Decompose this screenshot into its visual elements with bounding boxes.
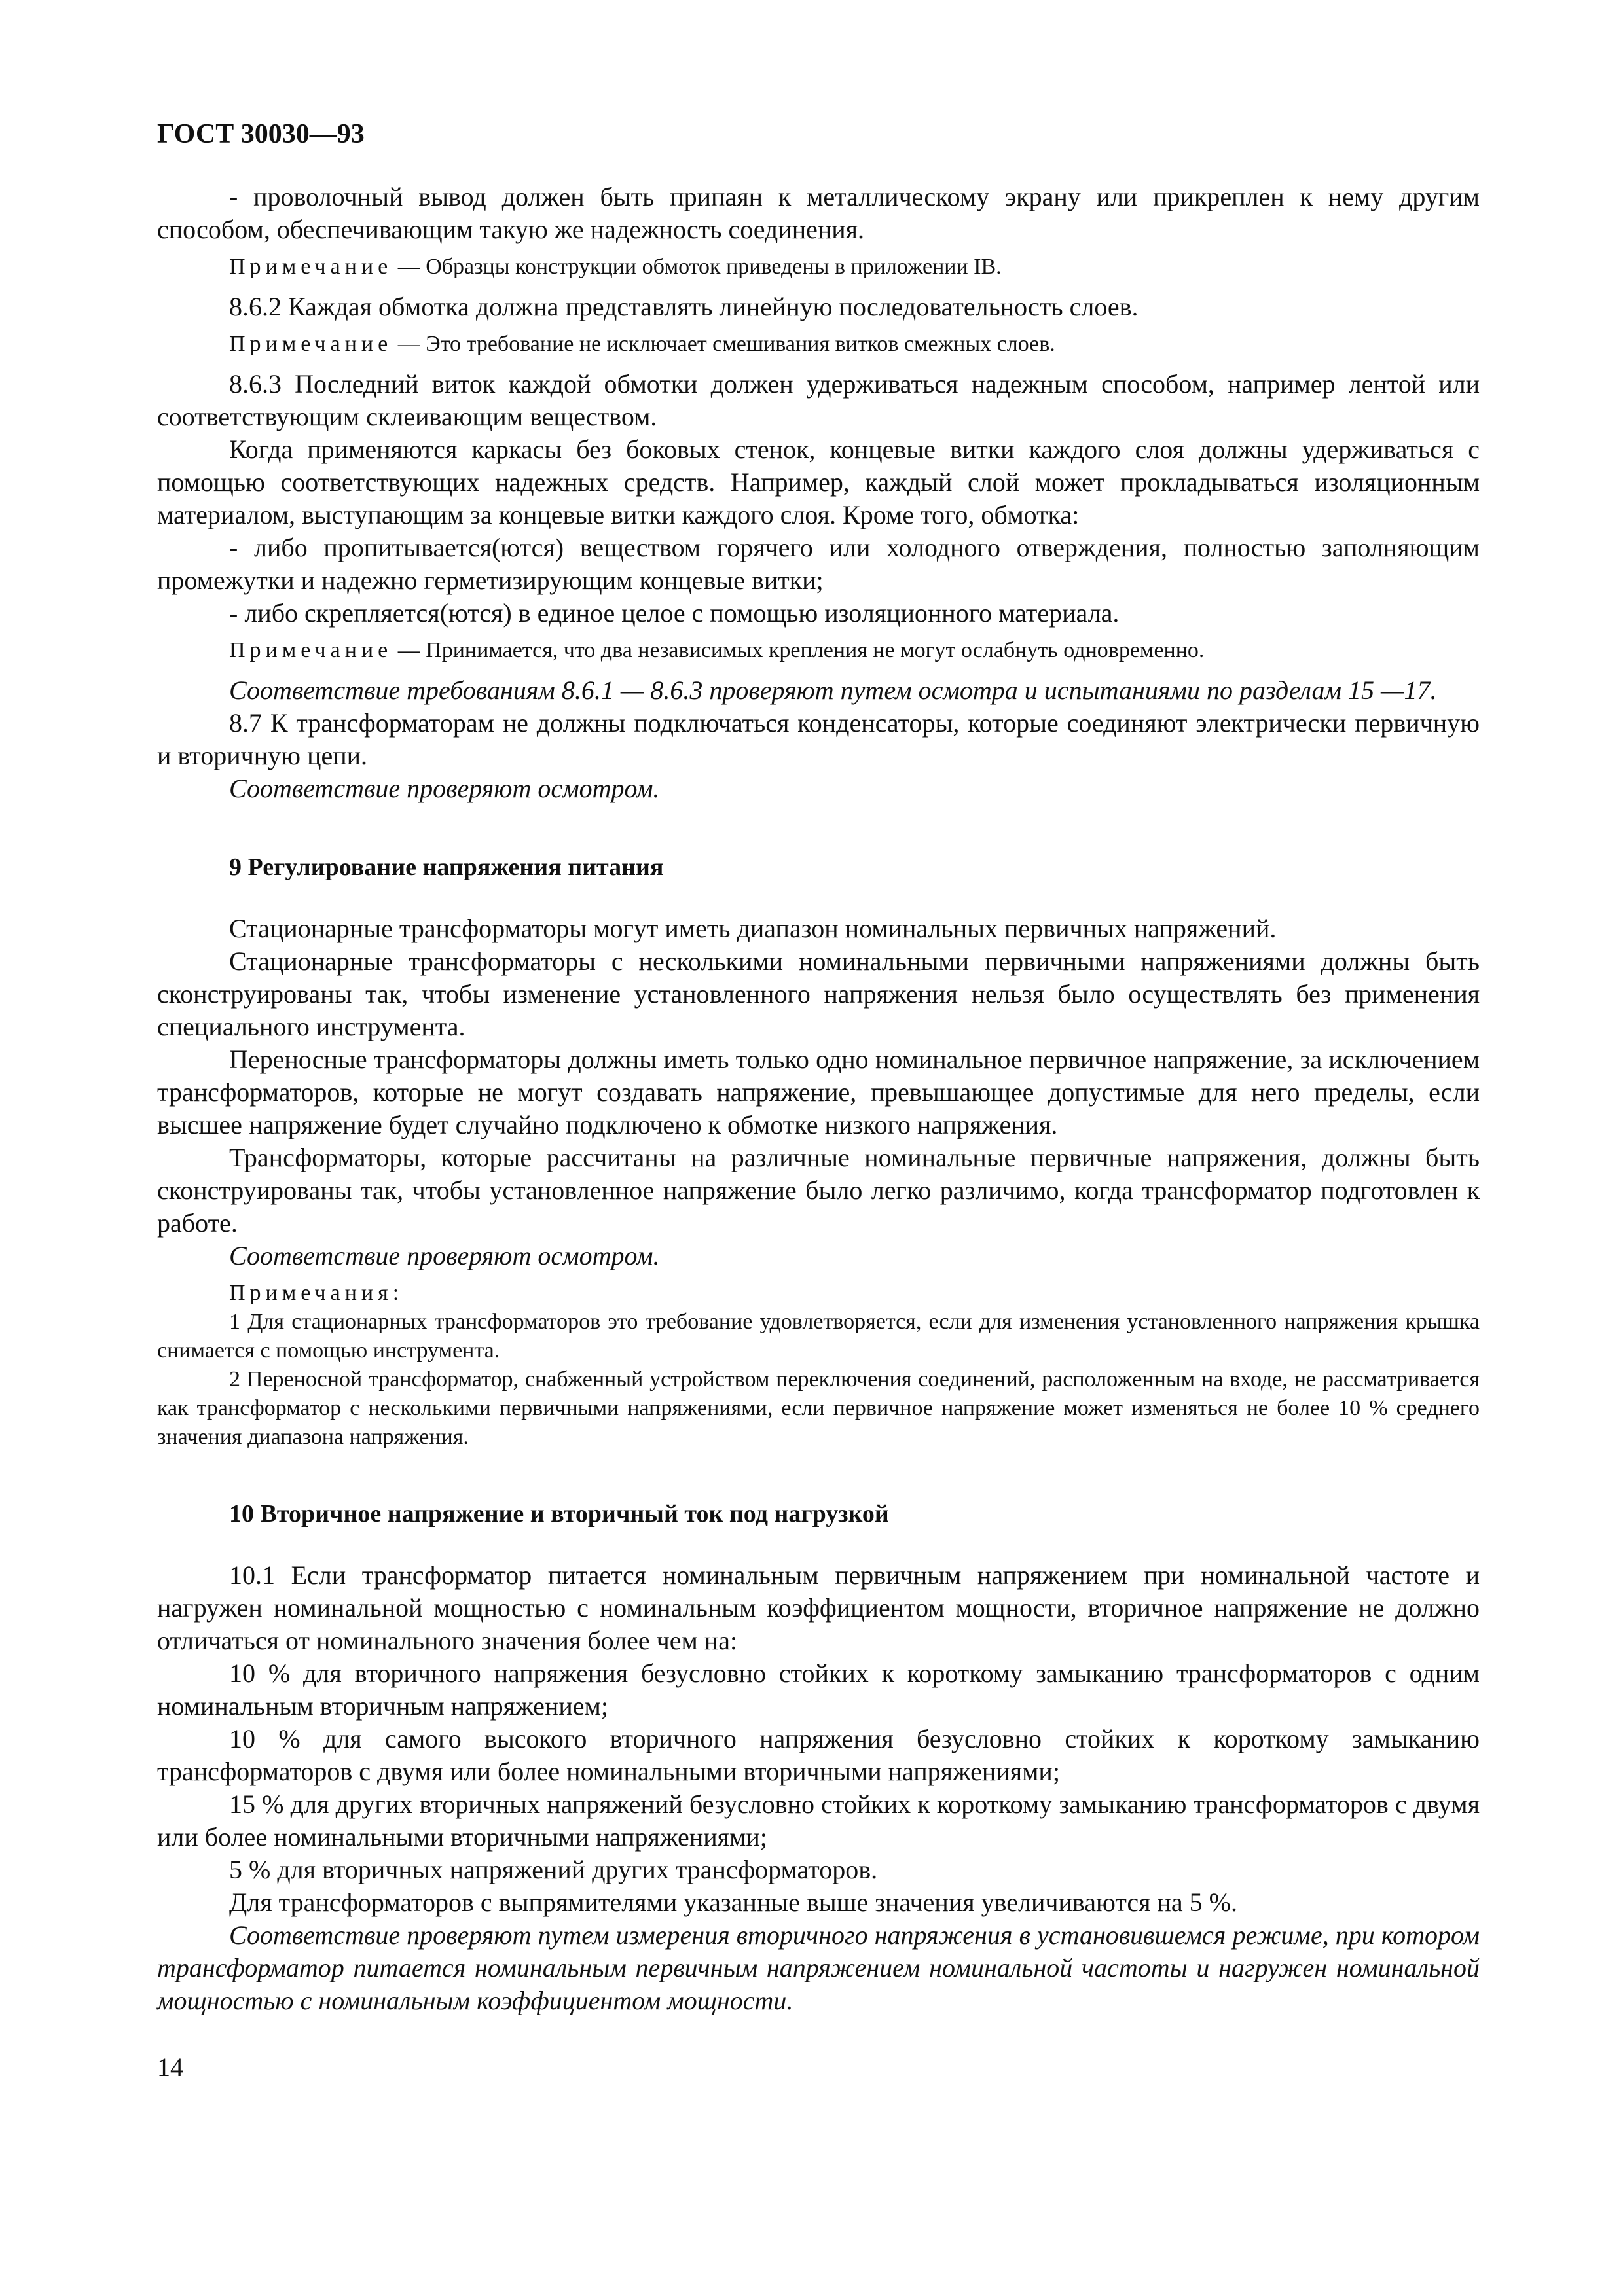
document-header: ГОСТ 30030—93 [157,119,365,149]
note-layers [157,330,1480,359]
section-9-heading: 9 Регулирование напряжения питания [229,853,664,881]
note-winding-samples [157,253,1480,281]
paragraph-10-1: 10.1 Если трансформатор питается номинальным первичным напряжением при номинальной частоте и нагружен номинальной мощностью с номинальным коэффициентом мощности, вторичное напряжение не должно отличаться от номинального значения более чем на: [157,1560,1480,1655]
note-label: Примечание [229,332,393,356]
list-item: 15 % для других вторичных напряжений безусловно стойких к короткому замыканию трансформаторов с двумя или более номинальными вторичными напряжениями; [157,1789,1480,1852]
list-item: 5 % для вторичных напряжений других трансформаторов. [229,1855,878,1884]
section-9-paragraph-1: Стационарные трансформаторы могут иметь диапазон номинальных первичных напряжений. [229,914,1277,943]
paragraph-rectifiers: Для трансформаторов с выпрямителями указанные выше значения увеличиваются на 5 %. [229,1888,1237,1917]
compliance-8-6: Соответствие требованиям 8.6.1 — 8.6.3 проверяют путем осмотра и испытаниями по разделам 15 —17. [229,675,1437,705]
paragraph-frames: Когда применяются каркасы без боковых стенок, концевые витки каждого слоя должны удерживаться с помощью соответствующих надежных средств. Например, каждый слой может прокладываться изоляционным материалом, выступающим за концевые витки каждого слоя. Кроме того, обмотка: [157,435,1480,529]
paragraph-wire-lead: - проволочный вывод должен быть припаян к металлическому экрану или прикреплен к нему другим способом, обеспечивающим такую же надежность соединения. [157,182,1480,244]
document-page [157,118,1480,2212]
list-item: 10 % для вторичного напряжения безусловно стойких к короткому замыканию трансформаторов с одним номинальным вторичным напряжением; [157,1659,1480,1721]
paragraph-either-impregnated: - либо пропитывается(ются) веществом горячего или холодного отверждения, полностью заполняющим промежутки и надежно герметизирующим концевые витки; [157,533,1480,595]
paragraph-8-6-2: 8.6.2 Каждая обмотка должна представлять линейную последовательность слоев. [229,292,1139,321]
section-9-paragraph-2: Стационарные трансформаторы с несколькими номинальными первичными напряжениями должны быть сконструированы так, чтобы изменение установленного напряжения нельзя было осуществлять без применения специального инструмента. [157,946,1480,1041]
paragraph-8-7: 8.7 К трансформаторам не должны подключаться конденсаторы, которые соединяют электрически первичную и вторичную цепи. [157,708,1480,770]
section-9-note-1: 1 Для стационарных трансформаторов это требование удовлетворяется, если для изменения установленного напряжения крышка снимается с помощью инструмента. [157,1310,1480,1363]
section-9-note-2: 2 Переносной трансформатор, снабженный устройством переключения соединений, расположенным на входе, не рассматривается как трансформатор с несколькими первичными напряжениями, если первичное напряжение может изменяться не более 10 % среднего значения диапазона напряжения. [157,1367,1480,1449]
note-label: Примечание [229,255,393,279]
page-number: 14 [157,2053,183,2082]
section-10-heading: 10 Вторичное напряжение и вторичный ток под нагрузкой [229,1500,889,1528]
paragraph-8-6-3: 8.6.3 Последний виток каждой обмотки должен удерживаться надежным способом, например лентой или соответствующим склеивающим веществом. [157,369,1480,431]
section-10-compliance: Соответствие проверяют путем измерения вторичного напряжения в установившемся режиме, при котором трансформатор питается номинальным первичным напряжением номинальной частоты и нагружен номинальной мощностью с номинальным коэффициентом мощности. [157,1920,1480,2015]
list-item: 10 % для самого высокого вторичного напряжения безусловно стойких к короткому замыканию трансформаторов с двумя или более номинальными вторичными напряжениями; [157,1724,1480,1786]
note-label: Примечание [229,638,393,662]
paragraph-either-bonded: - либо скрепляется(ются) в единое целое с помощью изоляционного материала. [229,598,1120,628]
compliance-8-7: Соответствие проверяют осмотром. [229,774,660,803]
note-fastenings [157,636,1480,665]
section-9-compliance: Соответствие проверяют осмотром. [229,1241,660,1270]
note-text: — Это требование не исключает смешивания витков смежных слоев. [392,332,1055,356]
section-9-paragraph-3: Переносные трансформаторы должны иметь только одно номинальное первичное напряжение, за исключением трансформаторов, которые не могут создавать напряжение, превышающее допустимые для него пределы, если высшее напряжение будет случайно подключено к обмотке низкого напряжения. [157,1045,1480,1139]
section-9-notes-label: Примечания: [229,1281,404,1305]
note-text: — Принимается, что два независимых крепления не могут ослабнуть одновременно. [392,638,1205,662]
section-9-paragraph-4: Трансформаторы, которые рассчитаны на различные номинальные первичные напряжения, должны быть сконструированы так, чтобы установленное напряжение было легко различимо, когда трансформатор подготовлен к работе. [157,1143,1480,1238]
note-text: — Образцы конструкции обмоток приведены в приложении IB. [392,255,1002,279]
